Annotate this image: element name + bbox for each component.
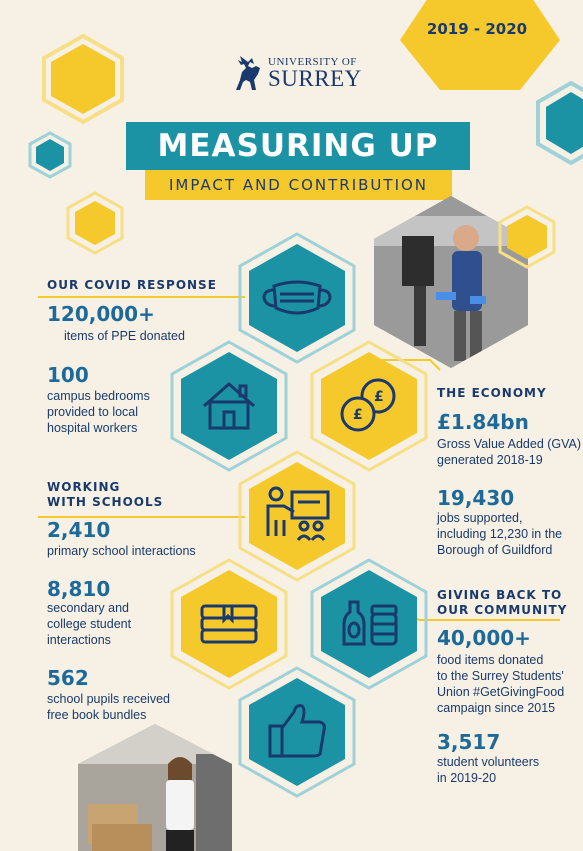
community-stat-2-value: 3,517	[437, 730, 501, 754]
hex-thumbs	[238, 666, 356, 798]
economy-stat-1-value: £1.84bn	[437, 410, 529, 434]
economy-stat-2-text: jobs supported, including 12,230 in the Borough of Guildford	[437, 511, 563, 557]
page-subtitle: IMPACT AND CONTRIBUTION	[145, 170, 452, 200]
community-heading: GIVING BACK TO OUR COMMUNITY	[437, 588, 568, 617]
year-label: 2019 - 2020	[426, 20, 528, 38]
economy-heading: THE ECONOMY	[437, 386, 547, 400]
community-stat-2-text: student volunteers in 2019-20	[437, 755, 540, 785]
economy-stat-2-value: 19,430	[437, 486, 515, 510]
svg-text:£: £	[374, 389, 384, 405]
covid-stat-1-text: items of PPE donated	[64, 329, 185, 343]
covid-stat-2-text: campus bedrooms provided to local hospital workers	[47, 389, 150, 435]
schools-stat-3-text: school pupils received free book bundles	[47, 692, 170, 722]
schools-stat-3-value: 562	[47, 666, 89, 690]
logo-line1: UNIVERSITY OF	[268, 56, 357, 68]
covid-stat-2-value: 100	[47, 363, 89, 387]
schools-heading: WORKING WITH SCHOOLS	[47, 480, 164, 509]
schools-stat-1-value: 2,410	[47, 518, 111, 542]
schools-stat-2-value: 8,810	[47, 577, 111, 601]
economy-stat-1-text: Gross Value Added (GVA) generated 2018-19	[437, 437, 582, 467]
page-title: MEASURING UP	[126, 122, 470, 170]
community-stat-1-value: 40,000+	[437, 626, 531, 650]
svg-text:£: £	[353, 407, 363, 423]
community-stat-1-text: food items donated to the Surrey Students' Union #GetGivingFood campaign since 2015	[437, 653, 565, 715]
schools-stat-2-text: secondary and college student interactions	[47, 601, 132, 647]
covid-heading: OUR COVID RESPONSE	[47, 278, 217, 292]
logo-line2: SURREY	[268, 66, 362, 91]
schools-stat-1-text: primary school interactions	[47, 544, 196, 558]
covid-stat-1-value: 120,000+	[47, 302, 155, 326]
